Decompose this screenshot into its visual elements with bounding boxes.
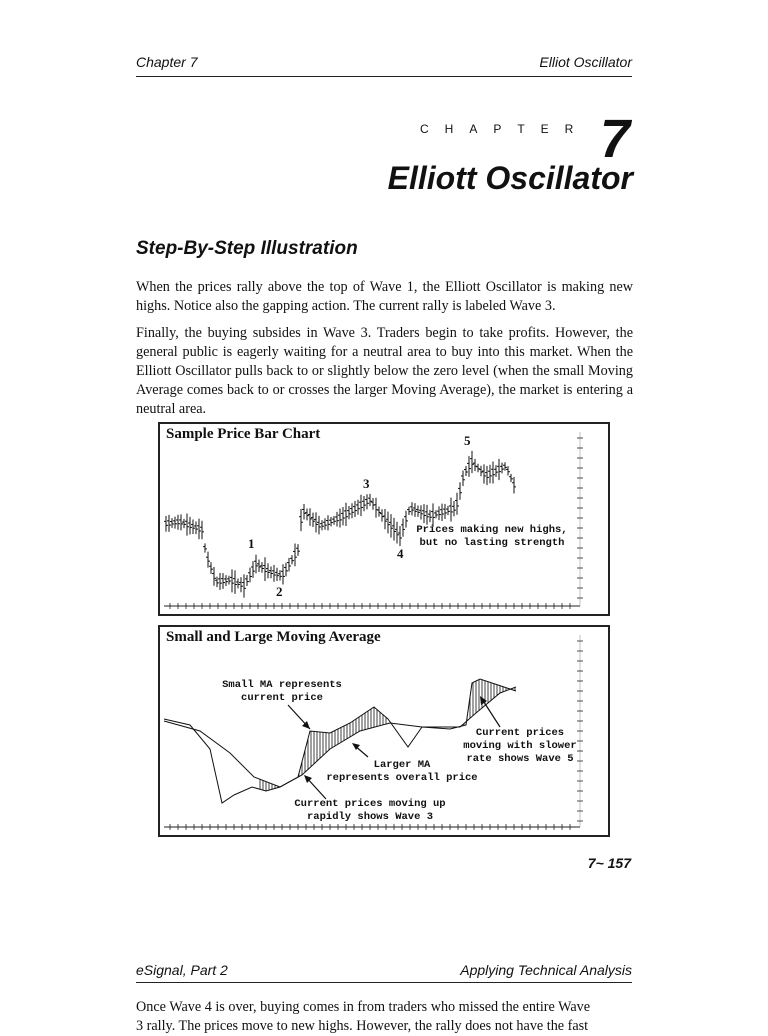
wave-1-label: 1	[248, 536, 255, 551]
page-footer	[136, 962, 632, 983]
paragraph-1: When the prices rally above the top of Wave 1, the Elliott Oscillator is making new highs. Notice also the gapping action. The current rally is labeled Wave 3.	[136, 279, 633, 314]
chapter-label: CHAPTER	[420, 122, 590, 136]
wave5-line-3: rate shows Wave 5	[466, 753, 574, 765]
new-highs-annotation	[410, 524, 574, 550]
wave5-annotation	[452, 727, 588, 766]
wave5-line-2: moving with slower	[463, 740, 577, 752]
wave-5-label: 5	[464, 433, 471, 448]
wave3-line-1: Current prices moving up	[294, 798, 446, 810]
wave-2-label: 2	[276, 584, 283, 599]
page-header	[136, 54, 632, 77]
footer-right: Applying Technical Analysis	[460, 962, 632, 978]
footer-left: eSignal, Part 2	[136, 962, 228, 978]
larger-ma-line-2: represents overall price	[326, 772, 478, 784]
small-ma-line-1: Small MA represents	[222, 679, 342, 691]
wave-4-label: 4	[397, 546, 404, 561]
price-bar-chart	[158, 422, 610, 616]
trailing-line-2: 3 rally. The prices move to new highs. However, the rally does not have the fast	[136, 1018, 589, 1034]
chapter-title: Elliott Oscillator	[387, 160, 633, 196]
trailing-line-1: Once Wave 4 is over, buying comes in from traders who missed the entire Wave	[136, 999, 591, 1015]
price-chart-title: Sample Price Bar Chart	[166, 426, 321, 442]
wave5-line-1: Current prices	[475, 727, 565, 739]
small-ma-annotation	[212, 679, 352, 705]
ma-chart-title: Small and Large Moving Average	[166, 629, 381, 645]
wave5-arrow	[482, 699, 500, 727]
wave3-annotation	[280, 798, 460, 824]
wave-3-label: 3	[363, 476, 370, 491]
wave5-arrowhead	[480, 696, 487, 705]
page-number: 7~ 157	[587, 855, 631, 871]
moving-average-chart	[158, 625, 610, 837]
larger-ma-line-1: Larger MA	[373, 759, 431, 771]
trailing-paragraph	[136, 998, 633, 1036]
header-title: Elliot Oscillator	[539, 54, 632, 70]
paragraph-2: Finally, the buying subsides in Wave 3. Traders begin to take profits. However, the general public is eagerly waiting for a neutral area to buy into this market. When the Elliott Oscillator pulls back to or slightly below the zero level (when the small Moving Average comes back to or crosses the larger Moving Average), the market is entering a neutral area.	[136, 325, 633, 417]
chapter-number: 7	[599, 109, 630, 169]
wave3-line-2: rapidly shows Wave 3	[306, 811, 434, 823]
section-heading: Step-By-Step Illustration	[136, 238, 358, 259]
small-ma-line-2: current price	[241, 692, 323, 704]
new-highs-line-2: but no lasting strength	[419, 537, 565, 549]
new-highs-line-1: Prices making new highs,	[416, 524, 568, 536]
header-chapter: Chapter 7	[136, 54, 198, 70]
price-bar-plot	[160, 424, 608, 614]
